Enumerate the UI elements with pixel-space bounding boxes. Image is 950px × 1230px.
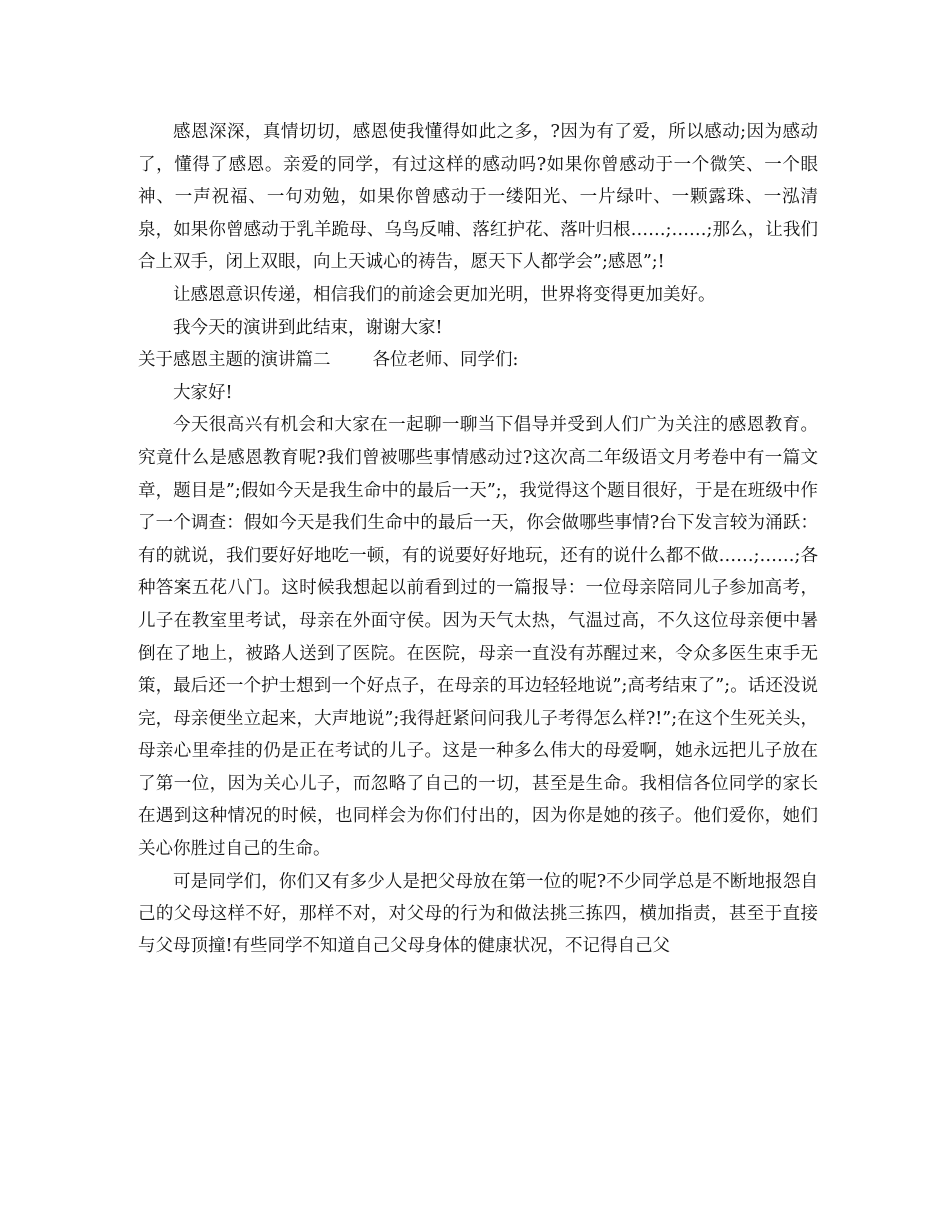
paragraph-greeting: 大家好! — [173, 382, 233, 403]
document-page — [138, 116, 818, 963]
paragraph-gratitude-summary: 感恩深深，真情切切，感恩使我懂得如此之多，?因为有了爱，所以感动;因为感动了，懂得了感恩。亲爱的同学，有过这样的感动吗?如果你曾感动于一个微笑、一个眼神、一声祝福、一句劝勉，如果你曾感动于一缕阳光、一片绿叶、一颗露珠、一泓清泉，如果你曾感动于乳羊跪母、乌鸟反哺、落红护花、落叶归根……;……;那么，让我们合上双手，闭上双眼，向上天诚心的祷告，愿天下人都学会”;感恩”;! — [138, 122, 818, 273]
paragraph-pass-on-gratitude: 让感恩意识传递，相信我们的前途会更加光明，世界将变得更加美好。 — [173, 284, 716, 305]
paragraph-mother-story: 今天很高兴有机会和大家在一起聊一聊当下倡导并受到人们广为关注的感恩教育。究竟什么是感恩教育呢?我们曾被哪些事情感动过?这次高二年级语文月考卷中有一篇文章，题目是”;假如今天是我生命中的最后一天”;，我觉得这个题目很好，于是在班级中作了一个调查：假如今天是我们生命中的最后一天，你会做哪些事情?台下发言较为涌跃：有的就说，我们要好好地吃一顿，有的说要好好地玩，还有的说什么都不做……;……;各种答案五花八门。这时候我想起以前看到过的一篇报导：一位母亲陪同儿子参加高考，儿子在教室里考试，母亲在外面守侯。因为天气太热，气温过高，不久这位母亲便中暑倒在了地上，被路人送到了医院。在医院，母亲一直没有苏醒过来，令众多医生束手无策，最后还一个护士想到一个好点子，在母亲的耳边轻轻地说”;高考结束了”;。话还没说完，母亲便坐立起来，大声地说”;我得赶紧问问我儿子考得怎么样?!”;在这个生死关头，母亲心里牵挂的仍是正在考试的儿子。这是一种多么伟大的母爱啊，她永远把儿子放在了第一位，因为关心儿子，而忽略了自己的一切，甚至是生命。我相信各位同学的家长在遇到这种情况的时候，也同样会为你们付出的，因为你是她的孩子。他们爱你，她们关心你胜过自己的生命。 — [138, 415, 818, 860]
paragraph-students-complaints: 可是同学们，你们又有多少人是把父母放在第一位的呢?不少同学总是不断地报怨自己的父母这样不好，那样不对，对父母的行为和做法挑三拣四，横加指责，甚至于直接与父母顶撞!有些同学不知道自己父母身体的健康状况，不记得自己父 — [138, 871, 818, 957]
salutation: 各位老师、同学们: — [372, 350, 519, 371]
section-heading-line — [138, 344, 818, 377]
section-title: 关于感恩主题的演讲篇二 — [138, 350, 331, 371]
paragraph-speech-closing: 我今天的演讲到此结束，谢谢大家! — [173, 317, 443, 338]
